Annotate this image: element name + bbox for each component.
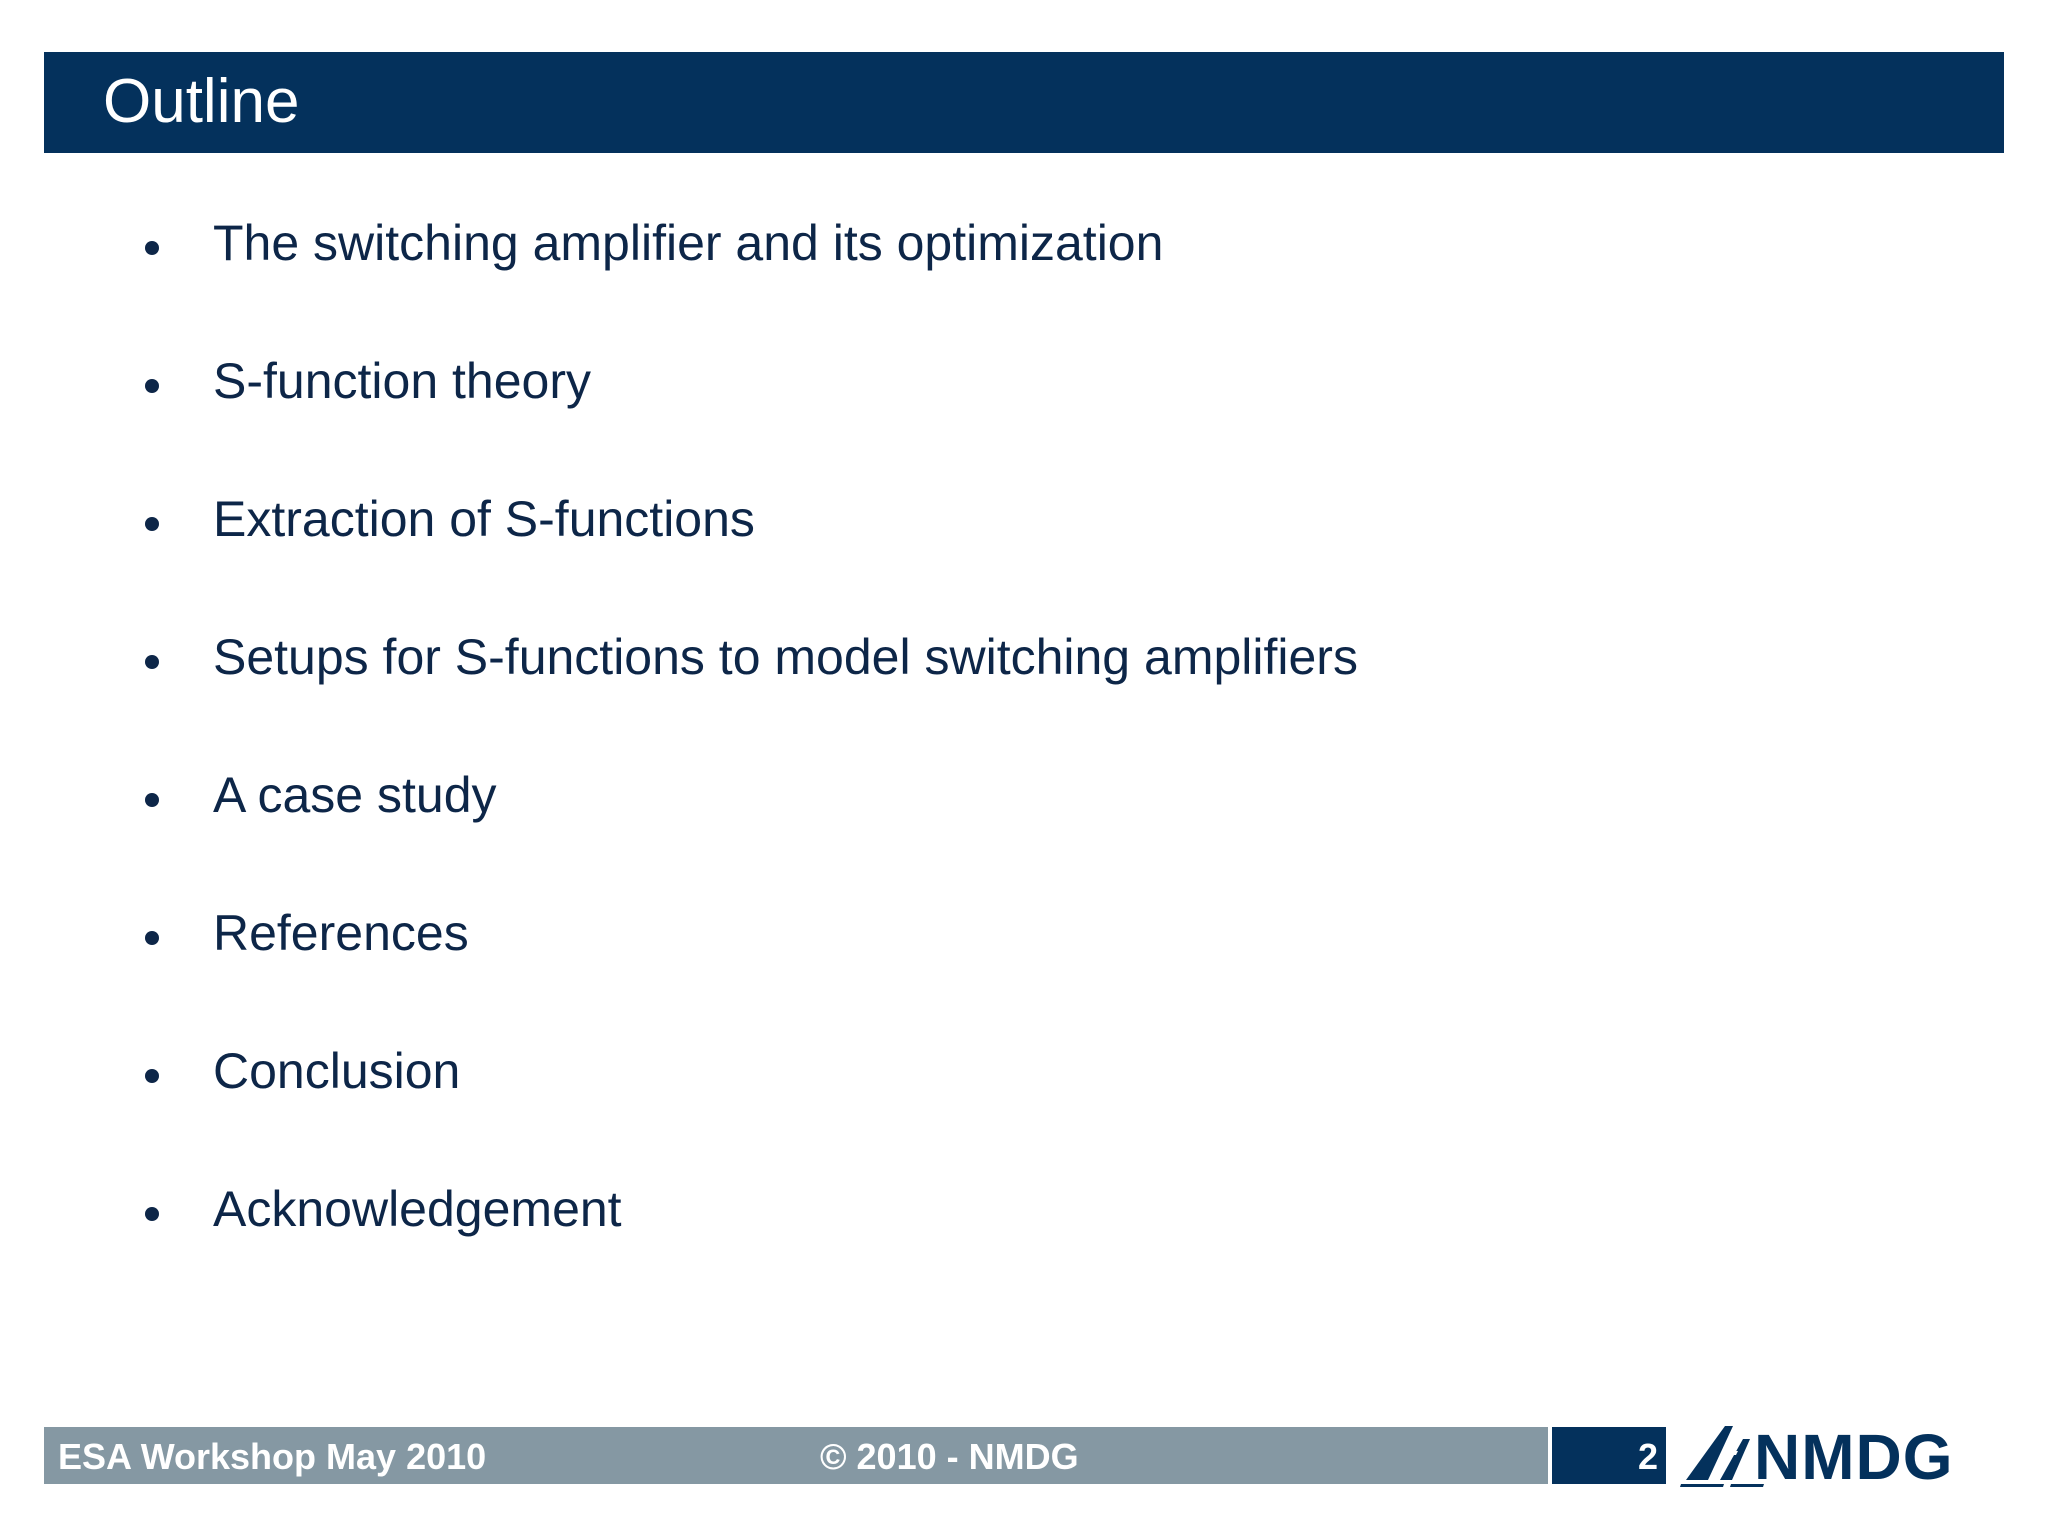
bullet-icon bbox=[145, 517, 159, 531]
bullet-icon bbox=[145, 793, 159, 807]
bullet-icon bbox=[145, 241, 159, 255]
outline-item-text: Extraction of S-functions bbox=[213, 491, 755, 547]
page-number: 2 bbox=[1637, 1436, 1658, 1477]
page-number-box bbox=[1552, 1427, 1666, 1484]
outline-item-text: A case study bbox=[213, 767, 497, 823]
outline-item-text: Setups for S-functions to model switching amplifiers bbox=[213, 629, 1358, 685]
outline-item-text: Acknowledgement bbox=[213, 1181, 622, 1237]
footer-event: ESA Workshop May 2010 bbox=[58, 1436, 487, 1477]
bullet-icon bbox=[145, 931, 159, 945]
bullet-icon bbox=[145, 379, 159, 393]
bullet-icon bbox=[145, 1207, 159, 1221]
bullet-icon bbox=[145, 1069, 159, 1083]
outline-item-text: Conclusion bbox=[213, 1043, 461, 1099]
slide-title: Outline bbox=[103, 67, 300, 136]
outline-item-text: References bbox=[213, 905, 469, 961]
outline-item-text: S-function theory bbox=[213, 353, 591, 409]
nmdg-logo bbox=[1680, 1420, 1980, 1493]
footer-copyright: © 2010 - NMDG bbox=[820, 1436, 1079, 1477]
logo-text: NMDG bbox=[1754, 1421, 1954, 1493]
bullet-icon bbox=[145, 655, 159, 669]
outline-item-text: The switching amplifier and its optimization bbox=[213, 215, 1164, 271]
footer-bar bbox=[44, 1427, 1548, 1484]
